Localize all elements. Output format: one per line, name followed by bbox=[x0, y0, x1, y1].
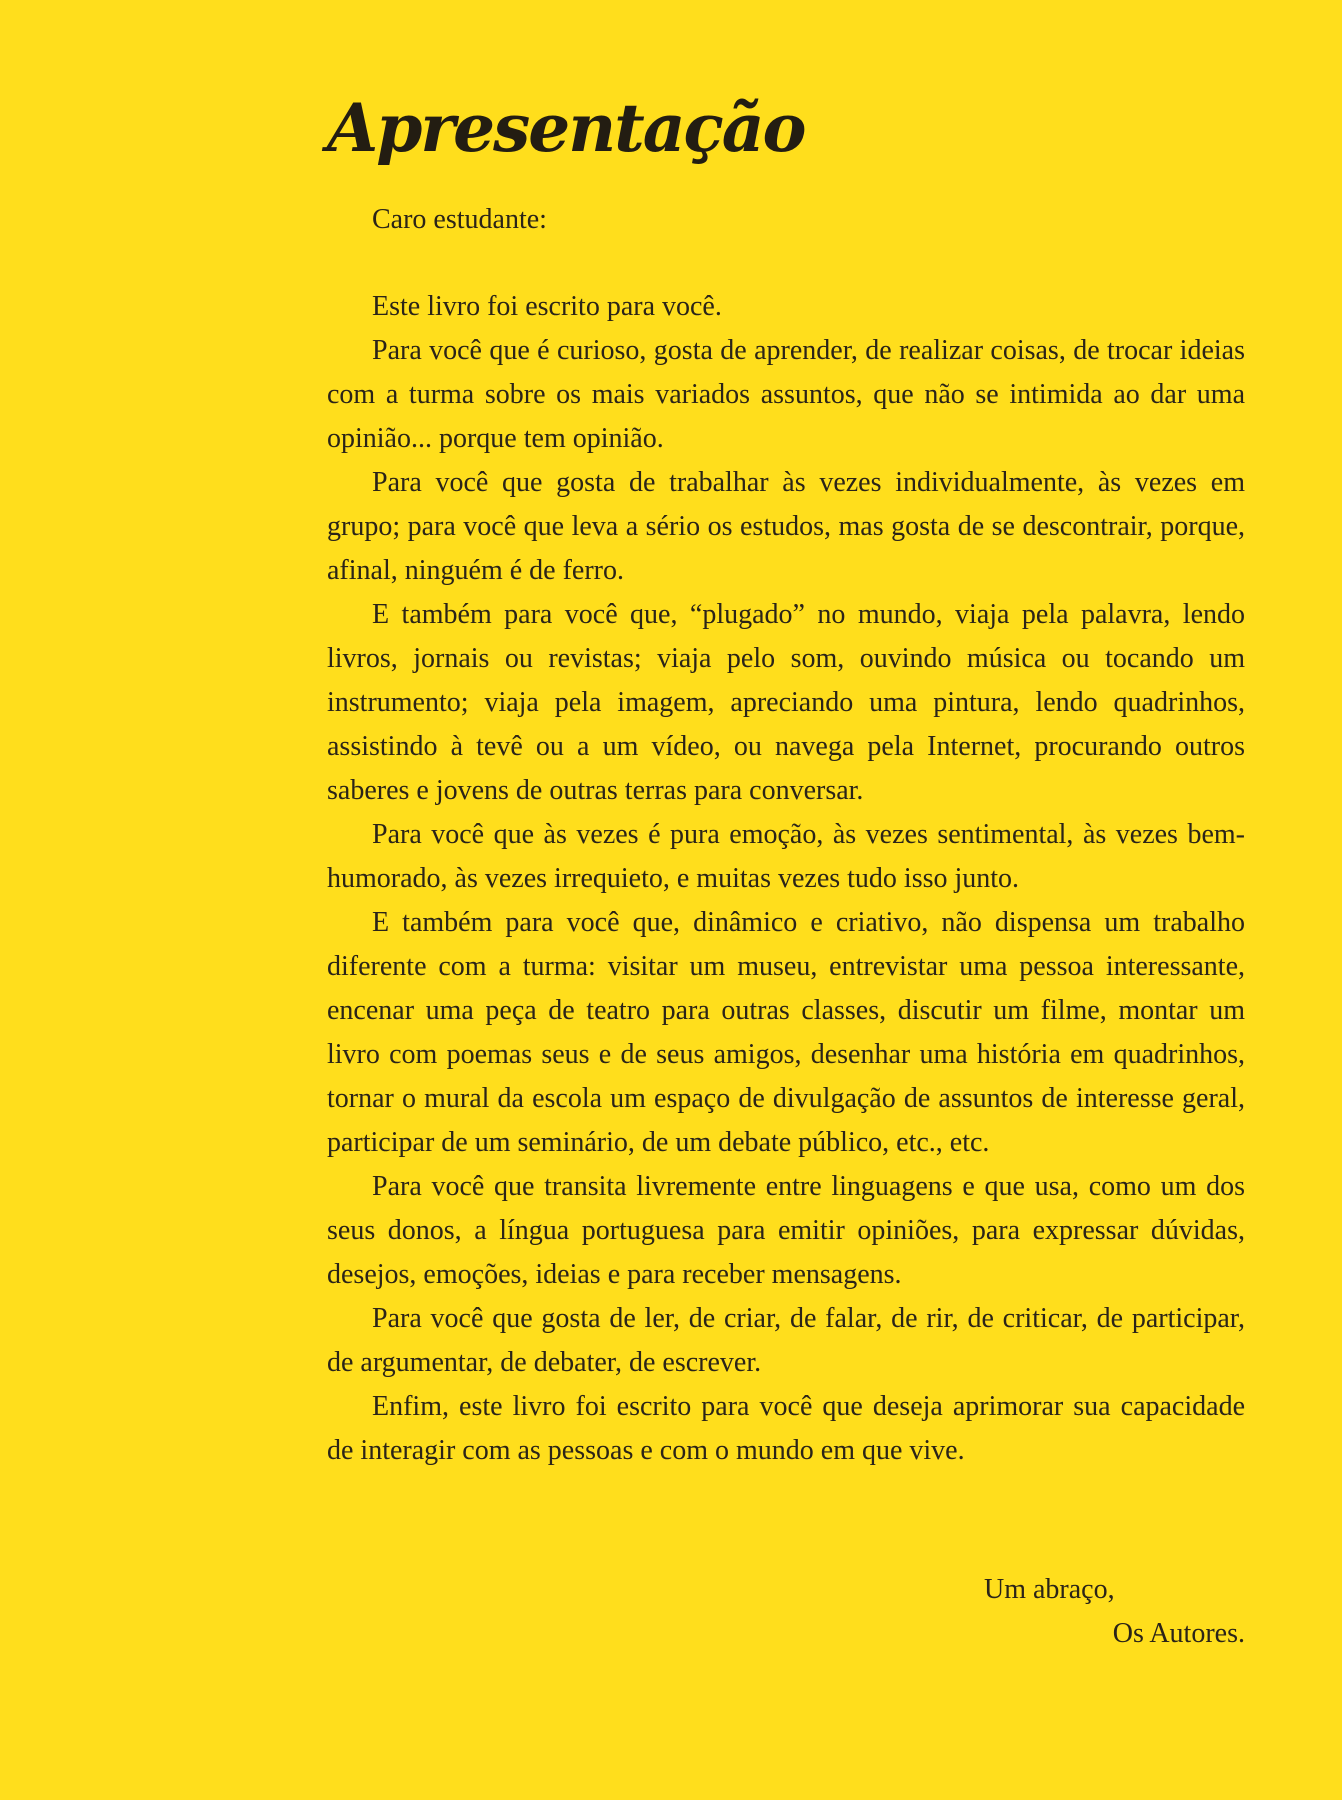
paragraph: Este livro foi escrito para você. bbox=[372, 291, 722, 322]
signoff bbox=[327, 1568, 1245, 1656]
paragraph: Para você que gosta de ler, de criar, de falar, de rir, de criticar, de participar, de argumentar, de debater, de escrever. bbox=[327, 1303, 1245, 1378]
paragraph: E também para você que, “plugado” no mundo, viaja pela palavra, lendo livros, jornais ou revistas; viaja pelo som, ouvindo música ou tocando um instrumento; viaja pela imagem, apreciando uma pintura, lendo quadrinhos, assistindo à tevê ou a um vídeo, ou navega pela Internet, procurando outros saberes e jovens de outras terras para conversar. bbox=[327, 599, 1245, 806]
paragraph: Para você que transita livremente entre linguagens e que usa, como um dos seus donos, a língua portuguesa para emitir opiniões, para expressar dúvidas, desejos, emoções, ideias e para receber mensagens. bbox=[327, 1171, 1245, 1290]
paragraph: Para você que às vezes é pura emoção, às vezes sentimental, às vezes bem-humorado, às vezes irrequieto, e muitas vezes tudo isso junto. bbox=[327, 819, 1245, 894]
paragraph: Para você que é curioso, gosta de aprender, de realizar coisas, de trocar ideias com a turma sobre os mais variados assuntos, que não se intimida ao dar uma opinião... porque tem opinião. bbox=[327, 335, 1245, 454]
paragraph: Para você que gosta de trabalhar às vezes individualmente, às vezes em grupo; para você que leva a sério os estudos, mas gosta de se descontrair, porque, afinal, ninguém é de ferro. bbox=[327, 467, 1245, 586]
signature: Os Autores. bbox=[1112, 1618, 1245, 1649]
paragraph: Enfim, este livro foi escrito para você que deseja aprimorar sua capacidade de interagir com as pessoas e com o mundo em que vive. bbox=[327, 1391, 1245, 1466]
body-text bbox=[327, 285, 1245, 1473]
paragraph: E também para você que, dinâmico e criativo, não dispensa um trabalho diferente com a turma: visitar um museu, entrevistar uma pessoa interessante, encenar uma peça de teatro para outras classes, discutir um filme, montar um livro com poemas seus e de seus amigos, desenhar uma história em quadrinhos, tornar o mural da escola um espaço de divulgação de assuntos de interesse geral, participar de um seminário, de um debate público, etc., etc. bbox=[327, 907, 1245, 1158]
greeting: Caro estudante: bbox=[372, 204, 547, 235]
closing-line: Um abraço, bbox=[984, 1574, 1115, 1605]
presentation-page bbox=[327, 88, 1245, 1649]
page-title: Apresentação bbox=[327, 89, 805, 167]
